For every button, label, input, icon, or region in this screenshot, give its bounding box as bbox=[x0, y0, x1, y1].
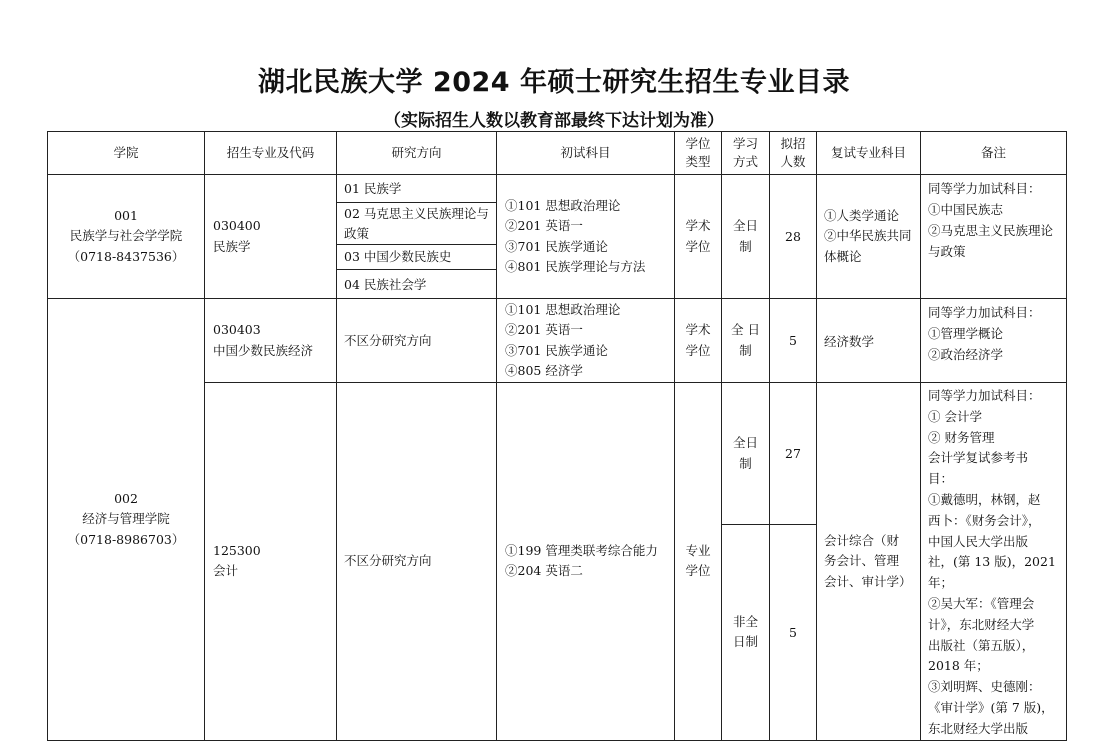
degree-cell bbox=[675, 383, 722, 741]
mode-line2: 制 bbox=[739, 238, 752, 254]
major-name: 会计 bbox=[213, 563, 239, 579]
notes-line: 同等学力加试科目： bbox=[928, 181, 1041, 196]
exam-item: ④805 经济学 bbox=[505, 363, 583, 378]
retest-item: 会计、审计学） bbox=[824, 573, 912, 589]
mode-line1: 全 日 bbox=[731, 322, 760, 337]
notes-line: 2018 年； bbox=[928, 658, 989, 674]
degree-line2: 学位 bbox=[685, 342, 711, 358]
header-quota-line1: 拟招 bbox=[780, 136, 806, 151]
mode-cell-fulltime bbox=[722, 383, 770, 525]
direction-cell: 03 中国少数民族史 bbox=[337, 245, 497, 270]
header-mode-line2: 方式 bbox=[732, 154, 758, 169]
exam-item: ②201 英语一 bbox=[505, 322, 583, 337]
retest-item: 务会计、管理 bbox=[824, 553, 900, 569]
header-degree bbox=[675, 132, 722, 175]
notes-line: 东北财经大学出版 bbox=[928, 720, 1029, 736]
degree-cell bbox=[675, 175, 722, 299]
header-retest: 复试专业科目 bbox=[817, 132, 921, 175]
notes-line: ①中国民族志 bbox=[928, 202, 1004, 217]
degree-cell bbox=[675, 299, 722, 383]
header-college: 学院 bbox=[48, 132, 205, 175]
header-mode bbox=[722, 132, 770, 175]
major-code: 125300 bbox=[213, 542, 261, 558]
degree-line2: 学位 bbox=[685, 563, 711, 579]
header-quota-line2: 人数 bbox=[780, 154, 806, 169]
exam-cell bbox=[497, 175, 675, 299]
exam-item: ①101 思想政治理论 bbox=[505, 197, 621, 213]
mode-line1: 非全 bbox=[732, 613, 758, 629]
notes-line: ③刘明辉、史德刚： bbox=[928, 679, 1041, 695]
mode-line1: 全日 bbox=[732, 218, 758, 233]
mode-cell bbox=[722, 175, 770, 299]
degree-line1: 学术 bbox=[685, 322, 711, 337]
exam-item: ④801 民族学理论与方法 bbox=[505, 259, 646, 274]
notes-line: 出版社（第五版）， bbox=[928, 637, 1035, 653]
major-name: 民族学 bbox=[213, 238, 251, 254]
exam-cell bbox=[497, 383, 675, 741]
notes-line: ② 财务管理 bbox=[928, 429, 995, 445]
notes-line: 社，(第 13 版)，2021 bbox=[928, 554, 1056, 570]
mode-cell bbox=[722, 299, 770, 383]
direction-cell: 不区分研究方向 bbox=[337, 299, 497, 383]
exam-item: ①101 思想政治理论 bbox=[505, 301, 621, 317]
quota-cell-parttime: 5 bbox=[770, 525, 817, 740]
notes-line: 会计学复试参考书 bbox=[928, 450, 1029, 466]
quota-cell-fulltime: 27 bbox=[770, 383, 817, 525]
header-degree-line1: 学位 bbox=[685, 136, 711, 151]
college-code: 002 bbox=[114, 490, 138, 506]
header-row bbox=[48, 132, 1067, 175]
major-cell bbox=[205, 175, 337, 299]
college-phone: （0718-8437536） bbox=[67, 248, 185, 264]
college-cell bbox=[48, 175, 205, 299]
document-title: 湖北民族大学 2024 年硕士研究生招生专业目录 bbox=[258, 67, 850, 98]
notes-line: 同等学力加试科目： bbox=[928, 305, 1041, 320]
major-code: 030400 bbox=[213, 218, 261, 233]
retest-item: ①人类学通论 bbox=[824, 207, 900, 223]
table-row bbox=[48, 299, 1067, 383]
notes-line: ②政治经济学 bbox=[928, 347, 1004, 362]
notes-line: ①管理学概论 bbox=[928, 326, 1004, 341]
degree-line1: 专业 bbox=[685, 542, 711, 558]
quota-cell: 28 bbox=[770, 175, 817, 299]
direction-cell: 01 民族学 bbox=[337, 175, 497, 203]
major-code: 030403 bbox=[213, 322, 261, 337]
notes-cell bbox=[921, 175, 1067, 299]
header-degree-line2: 类型 bbox=[685, 154, 711, 169]
exam-cell bbox=[497, 299, 675, 383]
retest-item: ②中华民族共同体概论 bbox=[824, 228, 912, 264]
mode-cell-parttime bbox=[722, 525, 770, 740]
exam-item: ①199 管理类联考综合能力 bbox=[505, 542, 658, 558]
major-name: 中国少数民族经济 bbox=[213, 342, 314, 358]
notes-cell bbox=[921, 299, 1067, 383]
degree-line1: 学术 bbox=[685, 218, 711, 233]
direction-cell: 不区分研究方向 bbox=[337, 383, 497, 741]
college-name: 民族学与社会学学院 bbox=[69, 228, 183, 244]
notes-line: ②马克思主义民族理论与政策 bbox=[928, 223, 1054, 259]
retest-cell bbox=[817, 175, 921, 299]
degree-line2: 学位 bbox=[685, 238, 711, 254]
header-notes: 备注 bbox=[921, 132, 1067, 175]
direction-cell: 02 马克思主义民族理论与政策 bbox=[337, 203, 497, 245]
mode-line2: 日制 bbox=[732, 634, 758, 650]
notes-line: ②吴大军：《管理会 bbox=[928, 595, 1035, 611]
header-quota bbox=[770, 132, 817, 175]
mode-line2: 制 bbox=[739, 455, 752, 471]
notes-line: 中国人民大学出版 bbox=[928, 533, 1029, 549]
notes-line: 计》，东北财经大学 bbox=[928, 616, 1035, 632]
retest-cell: 经济数学 bbox=[817, 299, 921, 383]
mode-line2: 制 bbox=[739, 342, 752, 358]
college-phone: （0718-8986703） bbox=[67, 531, 185, 547]
mode-line1: 全日 bbox=[732, 435, 758, 451]
exam-item: ③701 民族学通论 bbox=[505, 238, 608, 254]
header-mode-line1: 学习 bbox=[732, 136, 758, 151]
direction-cell: 04 民族社会学 bbox=[337, 270, 497, 299]
notes-line: 同等学力加试科目： bbox=[928, 388, 1041, 403]
header-exam: 初试科目 bbox=[497, 132, 675, 175]
college-cell bbox=[48, 299, 205, 741]
quota-cell: 5 bbox=[770, 299, 817, 383]
exam-item: ③701 民族学通论 bbox=[505, 342, 608, 358]
exam-item: ②201 英语一 bbox=[505, 218, 583, 233]
notes-line: ①戴德明，林钢，赵 bbox=[928, 491, 1041, 507]
notes-line: 《审计学》(第 7 版)， bbox=[928, 699, 1054, 715]
notes-line: 目： bbox=[928, 471, 954, 487]
exam-item: ②204 英语二 bbox=[505, 563, 583, 579]
document-subtitle: （实际招生人数以教育部最终下达计划为准） bbox=[384, 111, 724, 131]
table-row bbox=[48, 175, 1067, 203]
notes-line: ① 会计学 bbox=[928, 408, 982, 424]
header-major: 招生专业及代码 bbox=[205, 132, 337, 175]
admission-catalog-table bbox=[47, 131, 1067, 741]
major-cell bbox=[205, 299, 337, 383]
college-code: 001 bbox=[114, 207, 138, 223]
header-direction: 研究方向 bbox=[337, 132, 497, 175]
retest-cell bbox=[817, 383, 921, 741]
notes-line: 西卜：《财务会计》， bbox=[928, 512, 1041, 528]
retest-item: 会计综合（财 bbox=[824, 532, 900, 548]
notes-cell bbox=[921, 383, 1067, 741]
major-cell bbox=[205, 383, 337, 741]
notes-line: 年； bbox=[928, 575, 954, 591]
college-name: 经济与管理学院 bbox=[82, 511, 170, 527]
